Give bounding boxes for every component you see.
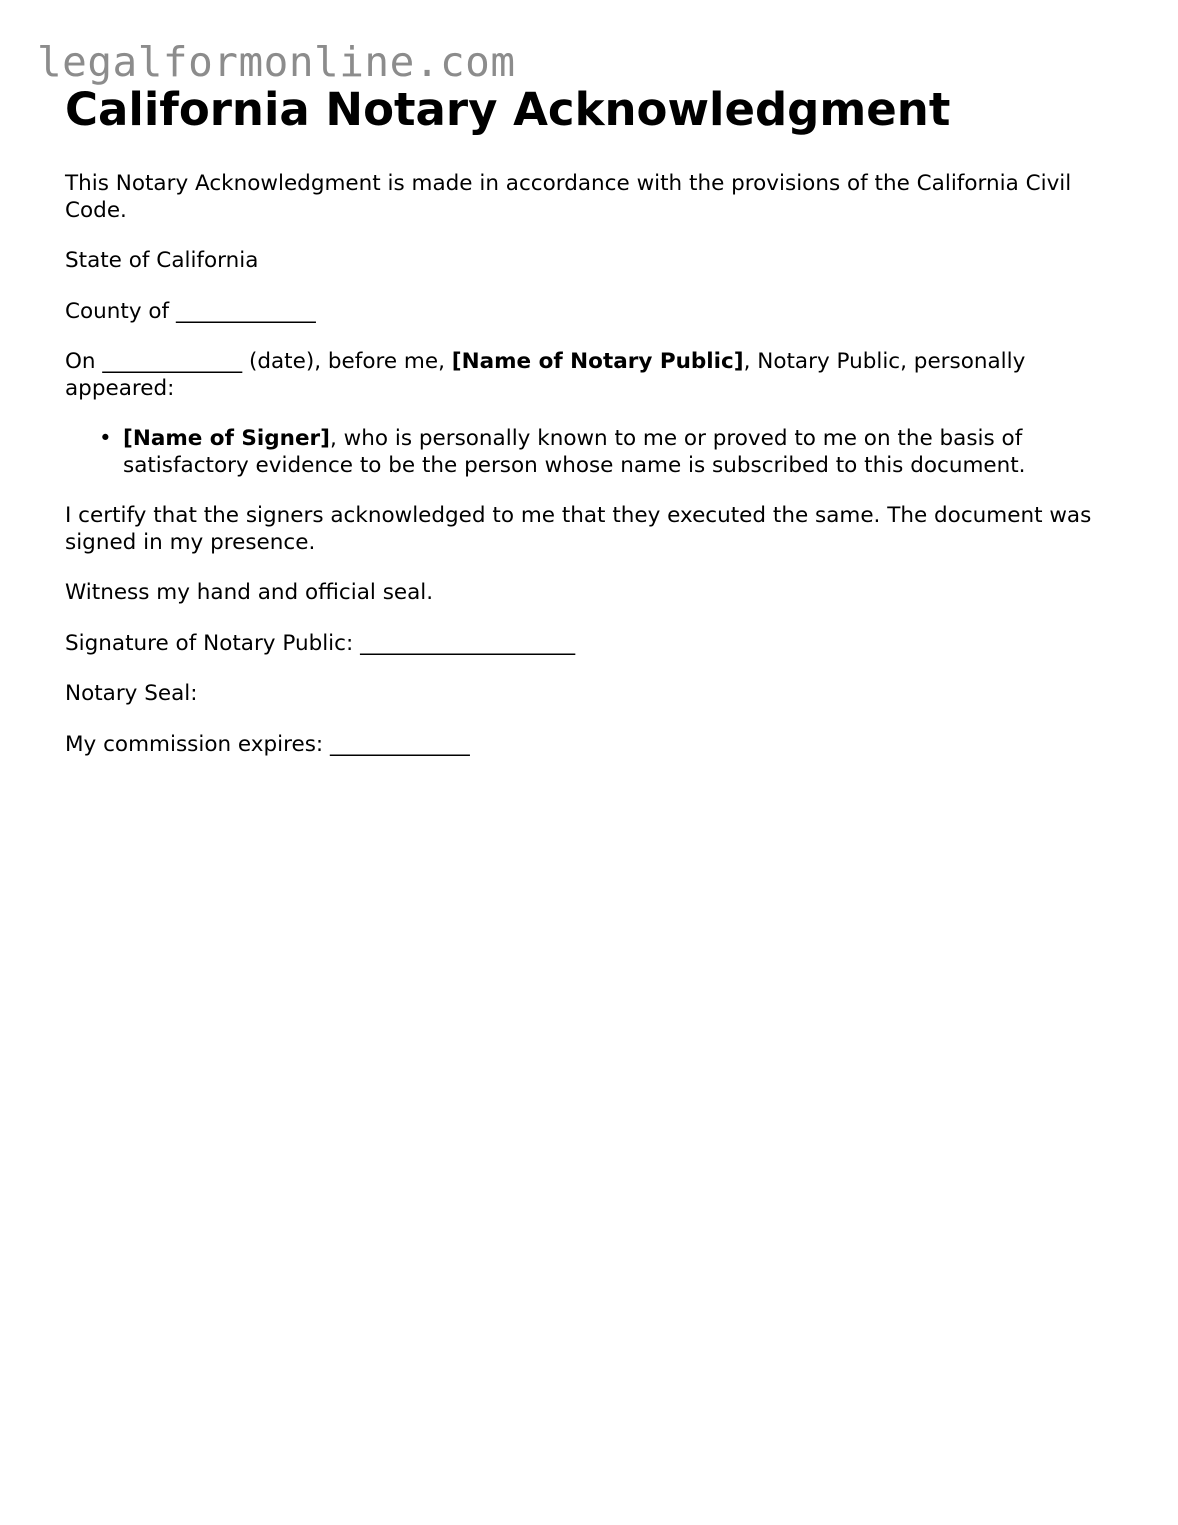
witness-line: Witness my hand and official seal. [65, 580, 434, 605]
signer-name-placeholder: [Name of Signer] [123, 426, 330, 451]
watermark-logo: legalformonline.com [37, 38, 516, 86]
commission-blank: _____________ [330, 732, 470, 757]
commission-label: My commission expires: [65, 732, 331, 757]
commission-line [65, 731, 1125, 758]
appearance-suffix: , Notary Public, personally appeared: [65, 349, 1026, 401]
county-blank: _____________ [175, 299, 316, 324]
state-line: State of California [65, 248, 259, 273]
county-label: County of [65, 299, 176, 324]
signature-label: Signature of Notary Public: [65, 631, 361, 656]
signature-line [65, 630, 1125, 657]
appearance-paragraph [65, 348, 1125, 402]
bullet-icon: • [99, 426, 112, 451]
appearance-prefix: On [65, 349, 103, 374]
list-item [99, 425, 1125, 479]
page-title: California Notary Acknowledgment [65, 83, 951, 136]
date-blank: _____________ [102, 349, 243, 374]
signer-text: , who is personally known to me or proved to me on the basis of satisfactory evidence to be the person whose name is subscribed to this document. [123, 426, 1026, 478]
county-line [65, 298, 1125, 325]
appearance-middle: (date), before me, [242, 349, 452, 374]
signer-list [65, 425, 1125, 479]
notary-name-placeholder: [Name of Notary Public] [451, 349, 744, 374]
signature-blank: ____________________ [360, 631, 576, 656]
notary-seal-label: Notary Seal: [65, 681, 198, 706]
intro-paragraph: This Notary Acknowledgment is made in accordance with the provisions of the California Civil Code. [65, 171, 1072, 223]
certification-paragraph: I certify that the signers acknowledged to me that they executed the same. The document was signed in my presence. [65, 503, 1092, 555]
document-body [65, 82, 1125, 758]
